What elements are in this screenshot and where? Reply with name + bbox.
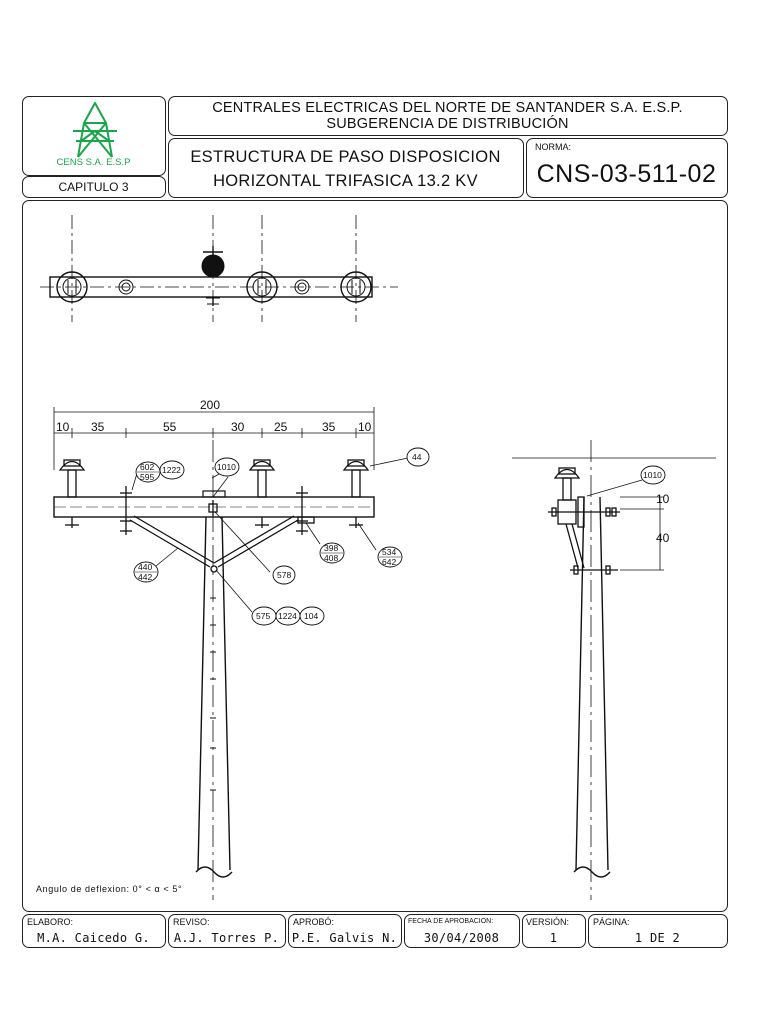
- side-elevation: [512, 440, 716, 900]
- drawing-title-line1: ESTRUCTURA DE PASO DISPOSICION: [190, 148, 501, 166]
- callout-44: 44: [412, 452, 422, 462]
- callout-1010-side: 1010: [643, 470, 662, 480]
- drawing-title-line2: HORIZONTAL TRIFASICA 13.2 KV: [213, 172, 478, 190]
- callout-1224: 1224: [278, 611, 297, 621]
- reviso-value: A.J. Torres P.: [173, 931, 280, 945]
- callout-642: 642: [382, 557, 397, 567]
- chapter-label: CAPITULO 3: [58, 180, 129, 194]
- fecha-box: [404, 914, 520, 948]
- callout-398: 398: [324, 543, 339, 553]
- logo-text: CENS S.A. E.S.P: [56, 157, 131, 168]
- callout-440: 440: [138, 562, 153, 572]
- company-subtitle: SUBGERENCIA DE DISTRIBUCIÓN: [326, 116, 569, 132]
- callout-442: 442: [138, 572, 153, 582]
- version-label: VERSIÓN:: [526, 917, 570, 927]
- norma-label: NORMA:: [535, 142, 571, 152]
- dim-side-upper: 10: [656, 492, 670, 506]
- callout-1010-front: 1010: [217, 462, 236, 472]
- callout-1222: 1222: [162, 465, 181, 475]
- aprobo-value: P.E. Galvis N.: [291, 931, 398, 945]
- reviso-box: [168, 914, 286, 948]
- pagina-value: 1 DE 2: [634, 931, 681, 945]
- dim-seg-2: 35: [91, 420, 105, 434]
- elaboro-label: ELABORO:: [27, 917, 74, 927]
- callout-104: 104: [304, 611, 319, 621]
- dim-seg-7: 10: [358, 420, 372, 434]
- reviso-label: REVISO:: [173, 917, 210, 927]
- callout-575: 575: [256, 611, 271, 621]
- pagina-label: PÁGINA:: [593, 917, 630, 927]
- callout-534: 534: [382, 547, 397, 557]
- plan-view: [40, 215, 398, 322]
- front-elevation: [54, 407, 429, 900]
- pagina-box: [588, 914, 728, 948]
- callout-408: 408: [324, 553, 339, 563]
- deflection-note: Angulo de deflexion: 0° < α < 5°: [36, 884, 183, 894]
- callout-595: 595: [140, 472, 155, 482]
- aprobo-box: [288, 914, 402, 948]
- dim-side-lower: 40: [656, 531, 670, 545]
- elaboro-box: [22, 914, 166, 948]
- callout-578: 578: [277, 570, 292, 580]
- dim-seg-1: 10: [56, 420, 70, 434]
- callout-602: 602: [140, 462, 155, 472]
- dim-total: 200: [200, 398, 221, 412]
- aprobo-label: APROBÓ:: [293, 917, 335, 927]
- dim-seg-3: 55: [163, 420, 177, 434]
- norma-code: CNS-03-511-02: [536, 160, 717, 188]
- company-name: CENTRALES ELECTRICAS DEL NORTE DE SANTANDER S.A. E.S.P.: [212, 100, 683, 116]
- fecha-value: 30/04/2008: [423, 931, 500, 945]
- elaboro-value: M.A. Caicedo G.: [37, 931, 150, 945]
- dim-seg-5: 25: [274, 420, 288, 434]
- version-value: 1: [549, 931, 558, 945]
- fecha-label: FECHA DE APROBACION:: [408, 918, 494, 925]
- version-box: [522, 914, 586, 948]
- dim-seg-4: 30: [231, 420, 245, 434]
- dim-seg-6: 35: [322, 420, 336, 434]
